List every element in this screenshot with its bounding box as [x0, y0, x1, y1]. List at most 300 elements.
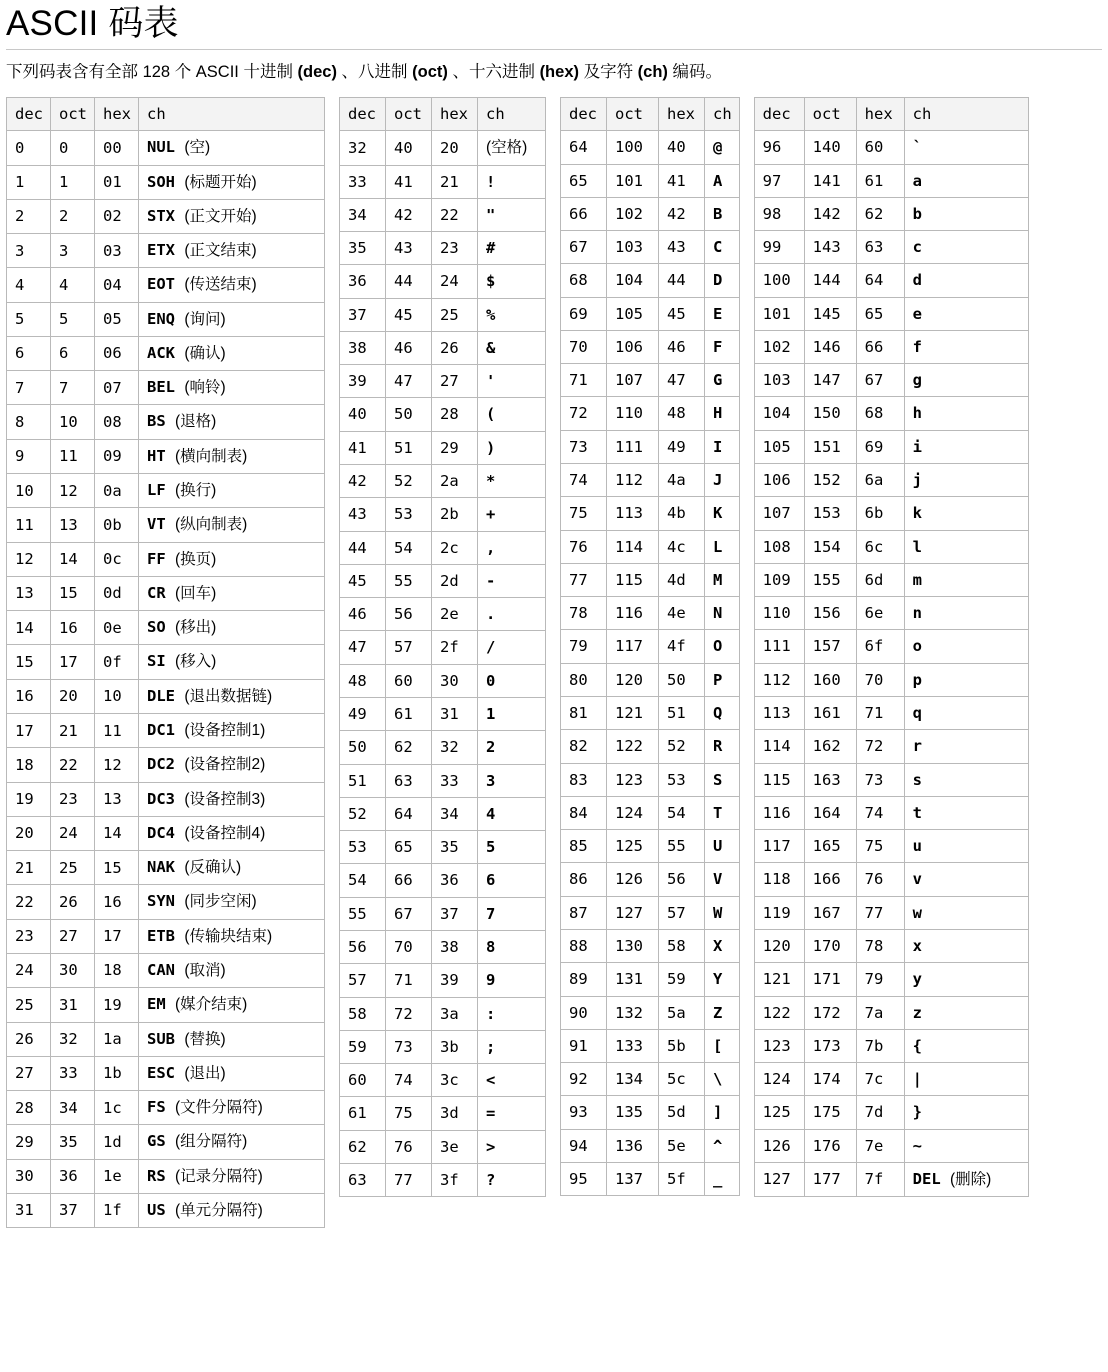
char-abbr: C [713, 238, 723, 257]
column-header-oct: oct [386, 97, 432, 130]
char-abbr: 8 [486, 937, 496, 956]
char-abbr: ~ [912, 1136, 923, 1155]
table-row [754, 164, 1028, 197]
cell-oct: 15 [51, 576, 95, 610]
char-abbr: N [713, 604, 723, 623]
cell-ch [705, 963, 740, 996]
cell-hex: 47 [659, 364, 705, 397]
cell-hex: 55 [659, 830, 705, 863]
char-abbr: % [486, 305, 496, 324]
table-row [340, 997, 546, 1030]
table-row [340, 198, 546, 231]
char-note: (单元分隔符) [175, 1201, 263, 1219]
table-row [754, 796, 1028, 829]
char-abbr: - [486, 571, 496, 590]
cell-ch [478, 964, 546, 997]
cell-hex: 34 [432, 797, 478, 830]
char-note: (退出) [184, 1064, 226, 1082]
cell-dec: 1 [7, 165, 51, 199]
cell-oct: 106 [607, 330, 659, 363]
char-abbr: t [912, 803, 923, 822]
table-row [561, 164, 740, 197]
cell-dec: 103 [754, 364, 804, 397]
table-row [561, 863, 740, 896]
cell-oct: 142 [804, 197, 856, 230]
char-note: (记录分隔符) [175, 1167, 263, 1185]
char-abbr: STX [147, 206, 175, 225]
column-header-ch: ch [705, 97, 740, 130]
table-row [754, 863, 1028, 896]
ascii-table-block-1 [6, 97, 325, 1228]
cell-ch [904, 663, 1028, 696]
cell-dec: 7 [7, 371, 51, 405]
cell-ch [139, 953, 325, 987]
cell-dec: 59 [340, 1030, 386, 1063]
cell-oct: 14 [51, 542, 95, 576]
cell-oct: 146 [804, 330, 856, 363]
char-abbr: DC1 [147, 721, 175, 739]
char-abbr: v [912, 870, 923, 889]
cell-ch [904, 530, 1028, 563]
table-header-row [340, 97, 546, 130]
cell-dec: 56 [340, 930, 386, 963]
char-abbr: ( [486, 405, 496, 424]
cell-ch [904, 963, 1028, 996]
char-abbr: | [912, 1070, 923, 1089]
cell-ch [478, 198, 546, 231]
char-abbr: r [912, 737, 923, 756]
ascii-table-block-4 [754, 97, 1029, 1197]
cell-oct: 137 [607, 1162, 659, 1195]
cell-oct: 130 [607, 929, 659, 962]
cell-oct: 160 [804, 663, 856, 696]
cell-ch [705, 330, 740, 363]
cell-dec: 29 [7, 1125, 51, 1159]
cell-ch [904, 231, 1028, 264]
char-abbr: NAK [147, 858, 175, 877]
cell-dec: 78 [561, 597, 607, 630]
cell-dec: 102 [754, 330, 804, 363]
cell-hex: 79 [856, 963, 904, 996]
cell-ch [478, 997, 546, 1030]
cell-ch [139, 714, 325, 748]
cell-ch [904, 397, 1028, 430]
cell-ch [139, 165, 325, 199]
cell-oct: 121 [607, 697, 659, 730]
table-row [7, 165, 325, 199]
cell-ch [139, 988, 325, 1022]
table-header-row [7, 97, 325, 130]
table-row [7, 234, 325, 268]
char-abbr: W [713, 903, 723, 922]
table-row [754, 830, 1028, 863]
cell-ch [904, 364, 1028, 397]
cell-hex: 5a [659, 996, 705, 1029]
cell-hex: 50 [659, 663, 705, 696]
cell-oct: 26 [51, 885, 95, 919]
cell-oct: 105 [607, 297, 659, 330]
table-row [754, 264, 1028, 297]
cell-hex: 1f [95, 1193, 139, 1227]
cell-ch [478, 465, 546, 498]
table-header [7, 97, 325, 130]
cell-hex: 00 [95, 131, 139, 165]
cell-ch [478, 1163, 546, 1196]
cell-ch [478, 531, 546, 564]
table-row [340, 831, 546, 864]
cell-hex: 69 [856, 430, 904, 463]
cell-oct: 110 [607, 397, 659, 430]
table-row [340, 964, 546, 997]
cell-hex: 5d [659, 1096, 705, 1129]
cell-dec: 49 [340, 698, 386, 731]
cell-hex: 09 [95, 439, 139, 473]
char-note: (媒介结束) [175, 996, 248, 1014]
cell-oct: 43 [386, 232, 432, 265]
char-note: (空格) [486, 139, 528, 157]
cell-ch [705, 830, 740, 863]
char-note: (取消) [184, 961, 226, 979]
cell-oct: 127 [607, 896, 659, 929]
cell-dec: 124 [754, 1063, 804, 1096]
table-row [7, 439, 325, 473]
cell-ch [705, 1096, 740, 1129]
table-row [340, 1064, 546, 1097]
cell-oct: 133 [607, 1029, 659, 1062]
cell-oct: 107 [607, 364, 659, 397]
cell-hex: 5f [659, 1162, 705, 1195]
cell-oct: 135 [607, 1096, 659, 1129]
cell-dec: 12 [7, 542, 51, 576]
cell-dec: 81 [561, 697, 607, 730]
cell-hex: 52 [659, 730, 705, 763]
cell-dec: 45 [340, 564, 386, 597]
cell-dec: 15 [7, 645, 51, 679]
table-row [7, 748, 325, 782]
table-row [561, 430, 740, 463]
cell-dec: 53 [340, 831, 386, 864]
cell-oct: 145 [804, 297, 856, 330]
cell-dec: 100 [754, 264, 804, 297]
char-abbr: FS [147, 1098, 166, 1117]
cell-dec: 58 [340, 997, 386, 1030]
table-row [561, 1162, 740, 1195]
cell-dec: 25 [7, 988, 51, 1022]
cell-hex: 16 [95, 885, 139, 919]
cell-dec: 8 [7, 405, 51, 439]
char-abbr: = [486, 1104, 496, 1123]
cell-ch [139, 1091, 325, 1125]
char-abbr: FF [147, 549, 166, 568]
cell-hex: 60 [856, 131, 904, 164]
cell-ch [904, 1029, 1028, 1062]
table-row [7, 1159, 325, 1193]
cell-ch [478, 731, 546, 764]
cell-ch [478, 664, 546, 697]
cell-ch [904, 763, 1028, 796]
cell-oct: 55 [386, 564, 432, 597]
cell-dec: 125 [754, 1096, 804, 1129]
cell-oct: 161 [804, 697, 856, 730]
cell-hex: 21 [432, 165, 478, 198]
char-note: (空) [184, 139, 211, 157]
cell-ch [904, 730, 1028, 763]
cell-dec: 108 [754, 530, 804, 563]
cell-hex: 26 [432, 331, 478, 364]
char-abbr: ) [486, 438, 496, 457]
cell-hex: 03 [95, 234, 139, 268]
table-row [561, 796, 740, 829]
cell-hex: 17 [95, 919, 139, 953]
char-abbr: j [912, 471, 923, 490]
cell-hex: 4a [659, 464, 705, 497]
cell-ch [705, 597, 740, 630]
table-row [7, 953, 325, 987]
cell-ch [139, 131, 325, 165]
char-abbr: RS [147, 1166, 166, 1185]
table-row [7, 336, 325, 370]
cell-hex: 31 [432, 698, 478, 731]
cell-hex: 28 [432, 398, 478, 431]
char-note: (退格) [175, 413, 217, 431]
char-abbr: x [912, 936, 923, 955]
cell-ch [904, 264, 1028, 297]
cell-oct: 167 [804, 896, 856, 929]
cell-dec: 14 [7, 611, 51, 645]
cell-hex: 0d [95, 576, 139, 610]
cell-hex: 58 [659, 929, 705, 962]
cell-dec: 87 [561, 896, 607, 929]
char-abbr: e [912, 304, 923, 323]
table-row [561, 1063, 740, 1096]
table-header-row [561, 97, 740, 130]
cell-hex: 51 [659, 697, 705, 730]
table-row [754, 630, 1028, 663]
cell-oct: 113 [607, 497, 659, 530]
cell-ch [904, 1162, 1028, 1196]
table-row [754, 730, 1028, 763]
cell-oct: 165 [804, 830, 856, 863]
cell-dec: 9 [7, 439, 51, 473]
char-note: (设备控制4) [184, 824, 266, 842]
cell-dec: 94 [561, 1129, 607, 1162]
cell-ch [705, 996, 740, 1029]
column-header-oct: oct [804, 97, 856, 130]
char-abbr: ACK [147, 343, 175, 362]
cell-ch [904, 464, 1028, 497]
table-row [754, 430, 1028, 463]
char-note: (文件分隔符) [175, 1099, 263, 1117]
table-row [340, 431, 546, 464]
cell-dec: 75 [561, 497, 607, 530]
cell-dec: 16 [7, 679, 51, 713]
cell-dec: 116 [754, 796, 804, 829]
table-row [561, 896, 740, 929]
cell-oct: 104 [607, 264, 659, 297]
char-abbr: DEL [912, 1169, 941, 1188]
table-row [7, 679, 325, 713]
cell-hex: 27 [432, 365, 478, 398]
cell-hex: 04 [95, 268, 139, 302]
table-row [754, 1162, 1028, 1196]
table-row [561, 996, 740, 1029]
table-row [340, 331, 546, 364]
cell-hex: 53 [659, 763, 705, 796]
cell-dec: 38 [340, 331, 386, 364]
cell-oct: 50 [386, 398, 432, 431]
cell-oct: 153 [804, 497, 856, 530]
cell-dec: 39 [340, 365, 386, 398]
char-abbr: . [486, 605, 496, 624]
cell-oct: 0 [51, 131, 95, 165]
char-abbr: G [713, 371, 723, 390]
cell-hex: 41 [659, 164, 705, 197]
table-row [754, 364, 1028, 397]
cell-hex: 6b [856, 497, 904, 530]
char-abbr: B [713, 204, 723, 223]
cell-ch [705, 131, 740, 164]
table-row [340, 864, 546, 897]
cell-oct: 57 [386, 631, 432, 664]
cell-ch [478, 698, 546, 731]
cell-ch [139, 782, 325, 816]
cell-hex: 7a [856, 996, 904, 1029]
char-abbr: SOH [147, 172, 175, 191]
cell-hex: 06 [95, 336, 139, 370]
cell-oct: 144 [804, 264, 856, 297]
cell-ch [478, 1130, 546, 1163]
char-abbr: b [912, 204, 923, 223]
char-abbr: s [912, 770, 923, 789]
char-abbr: A [713, 171, 723, 190]
table-row [7, 405, 325, 439]
cell-hex: 6c [856, 530, 904, 563]
char-abbr: 0 [486, 671, 496, 690]
ascii-table-group [6, 97, 1102, 1228]
column-header-oct: oct [51, 97, 95, 130]
table-row [340, 731, 546, 764]
char-abbr: h [912, 404, 923, 423]
char-abbr: DC2 [147, 755, 175, 774]
cell-hex: 36 [432, 864, 478, 897]
char-abbr: ^ [713, 1136, 723, 1155]
cell-oct: 141 [804, 164, 856, 197]
char-abbr: O [713, 637, 723, 656]
cell-oct: 147 [804, 364, 856, 397]
cell-dec: 6 [7, 336, 51, 370]
cell-oct: 123 [607, 763, 659, 796]
char-abbr: Z [713, 1003, 723, 1022]
cell-hex: 76 [856, 863, 904, 896]
table-row [754, 663, 1028, 696]
char-abbr: d [912, 271, 923, 290]
cell-ch [139, 371, 325, 405]
table-row [754, 530, 1028, 563]
table-header-row [754, 97, 1028, 130]
cell-ch [478, 598, 546, 631]
cell-dec: 57 [340, 964, 386, 997]
cell-hex: 08 [95, 405, 139, 439]
char-abbr: > [486, 1137, 496, 1156]
char-abbr: l [912, 537, 923, 556]
table-row [754, 131, 1028, 164]
char-abbr: u [912, 837, 923, 856]
char-abbr: 9 [486, 971, 496, 990]
table-row [561, 697, 740, 730]
char-abbr: w [912, 903, 923, 922]
char-abbr: y [912, 970, 923, 989]
char-note: (删除) [950, 1170, 992, 1188]
cell-ch [705, 497, 740, 530]
cell-hex: 7d [856, 1096, 904, 1129]
cell-oct: 72 [386, 997, 432, 1030]
cell-hex: 48 [659, 397, 705, 430]
cell-ch [139, 611, 325, 645]
cell-ch [904, 497, 1028, 530]
cell-oct: 125 [607, 830, 659, 863]
cell-ch [904, 830, 1028, 863]
cell-dec: 76 [561, 530, 607, 563]
cell-hex: 23 [432, 232, 478, 265]
char-note: (回车) [175, 584, 217, 602]
table-row [7, 302, 325, 336]
char-abbr: + [486, 505, 496, 524]
cell-hex: 5b [659, 1029, 705, 1062]
cell-dec: 0 [7, 131, 51, 165]
cell-ch [904, 164, 1028, 197]
cell-oct: 132 [607, 996, 659, 1029]
cell-ch [139, 885, 325, 919]
table-row [754, 397, 1028, 430]
column-header-hex: hex [432, 97, 478, 130]
cell-ch [705, 430, 740, 463]
cell-hex: 3a [432, 997, 478, 1030]
cell-hex: 37 [432, 897, 478, 930]
char-abbr: BS [147, 412, 166, 431]
table-header [561, 97, 740, 130]
char-abbr: { [912, 1036, 923, 1055]
cell-ch [139, 1125, 325, 1159]
cell-oct: 45 [386, 298, 432, 331]
cell-hex: 13 [95, 782, 139, 816]
char-abbr: * [486, 472, 496, 491]
cell-oct: 101 [607, 164, 659, 197]
cell-hex: 5e [659, 1129, 705, 1162]
char-abbr: ESC [147, 1063, 175, 1082]
cell-oct: 51 [386, 431, 432, 464]
cell-oct: 140 [804, 131, 856, 164]
cell-oct: 56 [386, 598, 432, 631]
table-row [340, 365, 546, 398]
cell-hex: 39 [432, 964, 478, 997]
cell-oct: 151 [804, 430, 856, 463]
cell-oct: 35 [51, 1125, 95, 1159]
cell-ch [705, 763, 740, 796]
cell-ch [705, 1063, 740, 1096]
char-abbr: p [912, 670, 923, 689]
table-row [561, 663, 740, 696]
cell-ch [478, 1097, 546, 1130]
cell-hex: 15 [95, 851, 139, 885]
cell-dec: 96 [754, 131, 804, 164]
cell-ch [705, 297, 740, 330]
cell-dec: 126 [754, 1129, 804, 1162]
page-title: ASCII 码表 [6, 4, 1102, 50]
table-row [7, 1022, 325, 1056]
cell-dec: 71 [561, 364, 607, 397]
cell-dec: 23 [7, 919, 51, 953]
table-row [754, 896, 1028, 929]
